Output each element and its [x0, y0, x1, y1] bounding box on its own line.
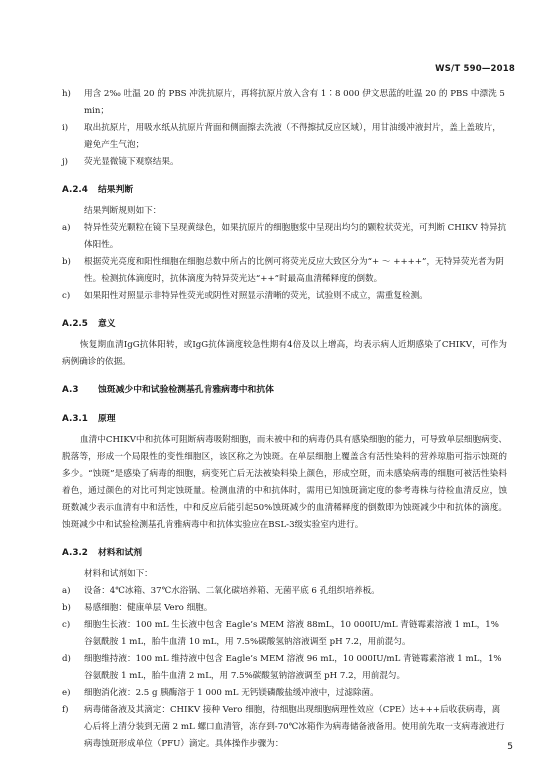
list-marker: e) [62, 688, 71, 698]
section-title: 结果判断 [98, 185, 134, 195]
section-title: 意义 [98, 319, 116, 329]
list-marker: f) [62, 705, 69, 715]
list-marker: a) [62, 586, 71, 596]
a32-intro: 材料和试剂如下： [84, 569, 153, 579]
materials-list [62, 583, 507, 753]
list-marker: i) [62, 123, 69, 133]
section-number: A.2.5 [62, 319, 88, 329]
list-item-text: 病毒储备液及其滴定：CHIKV 接种 Vero 细胞，待细胞出现细胞病理性效应（CPE）达+++后收获病毒，离心后将上清分装到无菌 2 mL 螺口血清管，冻存到-70℃冰箱作为病毒储备液备用。使用前先取一支病毒液进行病毒蚀斑形成单位（PFU）滴定。具体操作步骤为： [84, 705, 505, 749]
list-item-text: 设备：4℃冰箱、37℃水浴锅、二氧化碳培养箱、无菌平底 6 孔组织培养板。 [84, 586, 380, 596]
material-item [62, 617, 507, 651]
list-item-text: 用含 2‰ 吐温 20 的 PBS 冲洗抗原片，再将抗原片放入含有 1∶8 000 伊文思蓝的吐温 20 的 PBS 中漂洗 5 min； [84, 89, 505, 116]
material-item [62, 702, 507, 753]
page-number: 5 [507, 742, 513, 752]
judgment-item [62, 288, 507, 305]
procedure-item [62, 86, 507, 120]
list-item-text: 细胞生长液：100 mL 生长液中包含 Eagle’s MEM 溶液 88mL，10 000IU/mL 青链霉素溶液 1 mL，1%谷氨酰胺 1 mL，胎牛血清 10 mL，用 7.5%碳酸氢钠溶液调至 pH 7.2，用前混匀。 [84, 620, 499, 647]
section-heading-a25 [62, 316, 507, 333]
section-title: 材料和试剂 [98, 548, 142, 558]
section-heading-a31 [62, 411, 507, 428]
standard-code: WS/T 590—2018 [435, 64, 515, 74]
a31-paragraph: 血清中CHIKV中和抗体可阻断病毒吸附细胞，而未被中和的病毒仍具有感染细胞的能力，可导致单层细胞病变、脱落等，形成一个局限性的变性细胞区，该区称之为蚀斑。在单层细胞上覆盖含有活性染料的营养琼脂可指示蚀斑的多少。“蚀斑”是感染了病毒的细胞，病变死亡后无法被染料染上颜色，形成空斑，而未感染病毒的细胞可被活性染料着色，通过颜色的对比可判定蚀斑量。检测血清的中和抗体时，需用已知蚀斑滴定度的参考毒株与待检血清反应，蚀斑数减少表示血清有中和活性，中和反应后能引起50%蚀斑减少的血清稀释度的倒数即为蚀斑减少中和抗体的滴度。蚀斑减少中和试验检测基孔肯雅病毒中和抗体实验应在BSL-3级实验室内进行。 [62, 435, 507, 530]
material-item [62, 685, 507, 702]
list-item-text: 特异性荧光颗粒在镜下呈现黄绿色，如果抗原片的细胞胞浆中呈现出均匀的颗粒状荧光，可判断 CHIKV 特异抗体阳性。 [84, 223, 507, 250]
page-content [62, 86, 507, 753]
material-item [62, 583, 507, 600]
list-marker: c) [62, 291, 71, 301]
material-item [62, 600, 507, 617]
list-item-text: 荧光显微镜下观察结果。 [84, 157, 179, 167]
procedure-list [62, 86, 507, 171]
list-marker: b) [62, 257, 71, 267]
list-marker: j) [62, 157, 69, 167]
section-title: 原理 [98, 414, 116, 424]
list-marker: b) [62, 603, 71, 613]
list-item-text: 如果阳性对照显示非特异性荧光或阴性对照显示清晰的荧光，试验则不成立，需重复检测。 [84, 291, 428, 301]
list-marker: a) [62, 223, 71, 233]
material-item [62, 651, 507, 685]
section-number: A.3.2 [62, 548, 88, 558]
procedure-item [62, 120, 507, 154]
judgment-item [62, 254, 507, 288]
section-number: A.3 [62, 385, 79, 395]
list-item-text: 易感细胞：健康单层 Vero 细胞。 [84, 603, 213, 613]
list-item-text: 根据荧光亮度和阳性细胞在细胞总数中所占的比例可将荧光反应大致区分为“+ ～ ++++”，无特异荧光者为阴性。检测抗体滴度时，抗体滴度为特异荧光达“++”时最高血清稀释度的倒数。 [84, 257, 504, 284]
list-item-text: 细胞消化液：2.5 g 胰酶溶于 1 000 mL 无钙镁磷酸盐缓冲液中，过滤除菌。 [84, 688, 379, 698]
section-heading-a3 [62, 382, 507, 399]
section-number: A.3.1 [62, 414, 88, 424]
a25-paragraph: 恢复期血清IgG抗体阳转，或IgG抗体滴度较急性期有4倍及以上增高，均表示病人近期感染了CHIKV，可作为病例确诊的依据。 [62, 340, 507, 367]
procedure-item [62, 154, 507, 171]
list-item-text: 细胞维持液：100 mL 维持液中包含 Eagle’s MEM 溶液 96 mL，10 000IU/mL 青链霉素溶液 1 mL，1%谷氨酰胺 1 mL，胎牛血清 2 mL，用 7.5%碳酸氢钠溶液调至 pH 7.2，用前混匀。 [84, 654, 502, 681]
section-heading-a32 [62, 545, 507, 562]
list-marker: c) [62, 620, 71, 630]
section-heading-a24 [62, 182, 507, 199]
section-title: 蚀斑减少中和试验检测基孔肯雅病毒中和抗体 [98, 385, 274, 395]
a24-intro: 结果判断规则如下： [84, 206, 162, 216]
list-marker: h) [62, 89, 71, 99]
list-marker: d) [62, 654, 71, 664]
section-number: A.2.4 [62, 185, 88, 195]
result-judgment-list [62, 220, 507, 305]
list-item-text: 取出抗原片，用吸水纸从抗原片背面和侧面擦去洗液（不得擦拭反应区域），用甘油缓冲液封片，盖上盖玻片，避免产生气泡； [84, 123, 501, 150]
judgment-item [62, 220, 507, 254]
